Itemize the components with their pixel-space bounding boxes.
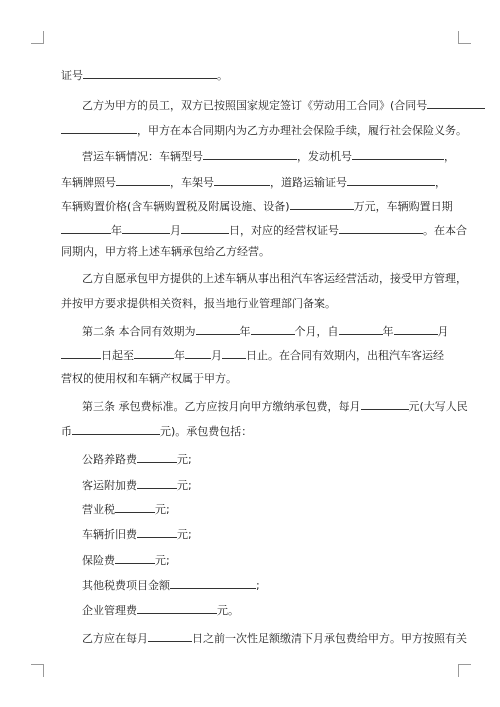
text: 元(大写人民 bbox=[408, 400, 468, 413]
text: 车辆牌照号 bbox=[61, 176, 116, 189]
text: 公路养路费 bbox=[82, 453, 137, 466]
blank-field bbox=[352, 148, 444, 160]
blank-field bbox=[72, 423, 160, 435]
paragraph-vehicle-info bbox=[82, 148, 455, 162]
text: 年 bbox=[382, 325, 394, 338]
paragraph-contract-vehicle bbox=[61, 245, 270, 259]
text: 币 bbox=[61, 425, 72, 438]
crop-mark-top-right bbox=[458, 31, 471, 44]
blank-field bbox=[347, 174, 435, 186]
blank-field bbox=[203, 148, 297, 160]
text: 个月，自 bbox=[294, 325, 339, 338]
blank-field bbox=[222, 347, 246, 359]
text: 。 bbox=[217, 69, 228, 82]
paragraph-employee-intro bbox=[82, 97, 485, 111]
text: ，车架号 bbox=[170, 176, 214, 189]
paragraph-filing bbox=[61, 297, 336, 311]
blank-field bbox=[61, 222, 111, 234]
blank-field bbox=[196, 323, 240, 335]
text: ; bbox=[256, 579, 260, 592]
text: 元; bbox=[177, 479, 192, 492]
text: 月 bbox=[170, 224, 181, 237]
text: ， bbox=[444, 150, 455, 163]
text: 客运附加费 bbox=[82, 479, 137, 492]
blank-field bbox=[137, 602, 217, 614]
blank-field bbox=[339, 323, 383, 335]
paragraph-vehicle-price bbox=[61, 198, 453, 212]
text: 乙方为甲方的员工，双方已按照国家规定签订《劳动用工合同》(合同号 bbox=[82, 99, 428, 112]
text: 万元，车辆购置日期 bbox=[353, 200, 453, 213]
blank-field bbox=[61, 347, 101, 359]
text: 日，对应的经营权证号 bbox=[229, 224, 339, 237]
paragraph-purchase-date bbox=[61, 222, 467, 236]
text: 证号 bbox=[61, 69, 83, 82]
text: 月 bbox=[437, 325, 449, 338]
text: ，道路运输证号 bbox=[270, 176, 347, 189]
blank-field bbox=[339, 222, 423, 234]
text: 元; bbox=[177, 453, 192, 466]
blank-field bbox=[251, 323, 295, 335]
blank-field bbox=[83, 67, 217, 79]
blank-field bbox=[170, 577, 256, 589]
blank-field bbox=[134, 347, 174, 359]
text: 并按甲方要求提供相关资料，报当地行业管理部门备案。 bbox=[61, 297, 336, 310]
fee-item-other-taxes bbox=[82, 577, 260, 591]
text: 年 bbox=[174, 349, 185, 362]
text: 同期内，甲方将上述车辆承包给乙方经营。 bbox=[61, 245, 270, 258]
text: 年 bbox=[239, 325, 251, 338]
blank-field bbox=[427, 97, 485, 109]
article-2-period bbox=[61, 347, 444, 361]
paragraph-payment-deadline bbox=[82, 630, 467, 644]
text: ，甲方在本合同期内为乙方办理社会保险手续，履行社会保险义务。 bbox=[137, 124, 467, 137]
text: 营业税 bbox=[82, 503, 115, 516]
fee-item-insurance bbox=[82, 552, 170, 566]
fee-item-road-maintenance bbox=[82, 451, 192, 465]
text: 元; bbox=[177, 528, 192, 541]
paragraph-social-insurance bbox=[61, 122, 467, 136]
article-2-validity bbox=[82, 323, 449, 337]
text: 其他税费项目金额 bbox=[82, 579, 170, 592]
blank-field bbox=[148, 630, 192, 642]
paragraph-voluntary-contract bbox=[82, 272, 467, 286]
blank-field bbox=[115, 501, 155, 513]
text: 年 bbox=[111, 224, 122, 237]
text: 月 bbox=[211, 349, 222, 362]
blank-field bbox=[122, 222, 170, 234]
text: 元)。承包费包括： bbox=[160, 425, 253, 438]
paragraph-license-number bbox=[61, 67, 228, 81]
text: 保险费 bbox=[82, 554, 115, 567]
text: 第三条 承包费标准。乙方应按月向甲方缴纳承包费，每月 bbox=[82, 400, 361, 413]
text: 日止。在合同有效期内，出租汽车客运经 bbox=[246, 349, 444, 362]
text: 车辆购置价格(含车辆购置税及附属设施、设备) bbox=[61, 200, 290, 213]
text: 企业管理费 bbox=[82, 604, 137, 617]
text: 车辆折旧费 bbox=[82, 528, 137, 541]
crop-mark-top-left bbox=[31, 31, 44, 44]
text: 元; bbox=[155, 503, 170, 516]
blank-field bbox=[137, 477, 177, 489]
blank-field bbox=[181, 222, 229, 234]
blank-field bbox=[137, 451, 177, 463]
blank-field bbox=[361, 398, 409, 410]
text: ，发动机号 bbox=[297, 150, 352, 163]
article-3-fee-standard bbox=[82, 398, 468, 412]
fee-item-management bbox=[82, 602, 239, 616]
text: ， bbox=[435, 176, 446, 189]
blank-field bbox=[116, 174, 170, 186]
blank-field bbox=[137, 526, 177, 538]
text: 元; bbox=[155, 554, 170, 567]
text: 营运车辆情况：车辆型号 bbox=[82, 150, 203, 163]
blank-field bbox=[115, 552, 155, 564]
text: 。在本合 bbox=[423, 224, 467, 237]
text: 元。 bbox=[217, 604, 239, 617]
text: 日之前一次性足额缴清下月承包费给甲方。甲方按照有关 bbox=[192, 632, 467, 645]
blank-field bbox=[61, 122, 137, 134]
fee-item-business-tax bbox=[82, 501, 170, 515]
fee-item-passenger-surcharge bbox=[82, 477, 192, 491]
text: 第二条 本合同有效期为 bbox=[82, 325, 196, 338]
article-2-ownership bbox=[61, 372, 237, 386]
text: 乙方自愿承包甲方提供的上述车辆从事出租汽车客运经营活动，接受甲方管理， bbox=[82, 272, 467, 285]
text: 营权的使用权和车辆产权属于甲方。 bbox=[61, 372, 237, 385]
text: 日起至 bbox=[101, 349, 134, 362]
fee-item-depreciation bbox=[82, 526, 192, 540]
blank-field bbox=[394, 323, 438, 335]
crop-mark-bottom-left bbox=[31, 664, 44, 677]
article-3-fee-uppercase bbox=[61, 423, 252, 437]
text: 乙方应在每月 bbox=[82, 632, 148, 645]
blank-field bbox=[185, 347, 211, 359]
blank-field bbox=[214, 174, 270, 186]
paragraph-vehicle-plate bbox=[61, 174, 446, 188]
crop-mark-bottom-right bbox=[458, 664, 471, 677]
blank-field bbox=[290, 198, 354, 210]
